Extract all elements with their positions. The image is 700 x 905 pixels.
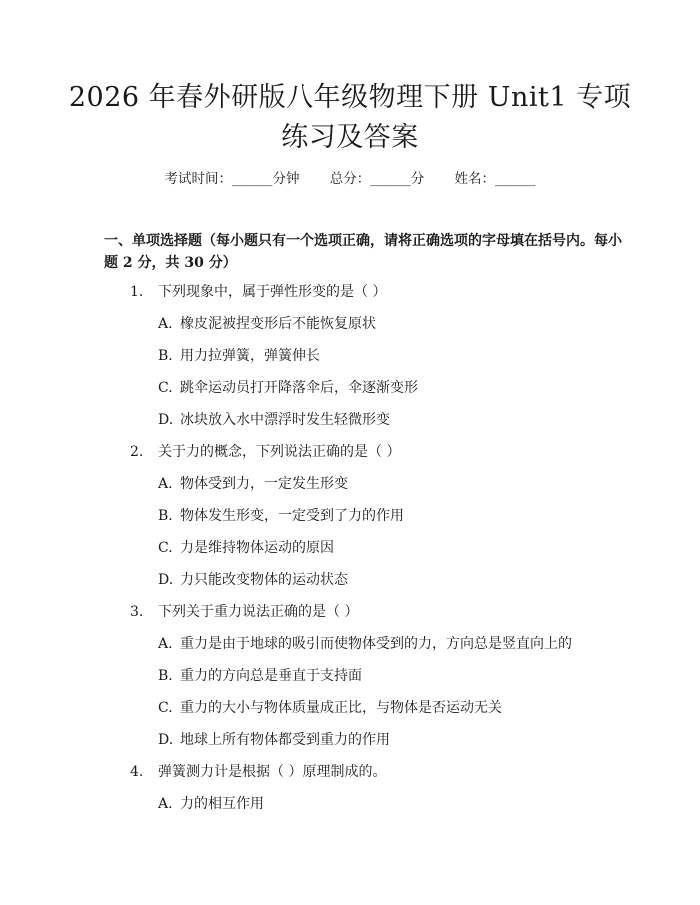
question-2 xyxy=(130,442,400,462)
option-letter: A. xyxy=(158,796,173,812)
question-3-option-b xyxy=(158,666,362,686)
question-3 xyxy=(130,602,358,622)
question-4-option-a xyxy=(158,794,264,814)
question-2-option-c xyxy=(158,538,334,558)
option-text: 冰块放入水中漂浮时发生轻微形变 xyxy=(180,412,390,428)
option-letter: C. xyxy=(158,380,173,396)
question-number: 1. xyxy=(130,284,144,300)
exam-time-field xyxy=(164,169,299,189)
question-1-option-c xyxy=(158,378,418,398)
option-text: 重力的大小与物体质量成正比，与物体是否运动无关 xyxy=(180,700,502,716)
question-2-option-b xyxy=(158,506,404,526)
total-score-blank: ______ xyxy=(370,171,411,187)
option-letter: C. xyxy=(158,540,173,556)
option-text: 重力的方向总是垂直于支持面 xyxy=(180,668,362,684)
question-1-option-a xyxy=(158,314,376,334)
page-title: 2026 年春外研版八年级物理下册 Unit1 专项练习及答案 xyxy=(68,82,632,153)
option-letter: A. xyxy=(158,476,173,492)
student-name-label: 姓名： xyxy=(454,171,496,187)
exam-info-line xyxy=(0,169,700,189)
option-letter: C. xyxy=(158,700,173,716)
question-2-option-a xyxy=(158,474,348,494)
option-text: 跳伞运动员打开降落伞后，伞逐渐变形 xyxy=(180,380,418,396)
question-text: 下列关于重力说法正确的是（ ） xyxy=(158,604,359,620)
option-text: 用力拉弹簧，弹簧伸长 xyxy=(180,348,320,364)
section-heading-single-choice: 一、单项选择题（每小题只有一个选项正确，请将正确选项的字母填在括号内。每小题 2 分，共 30 分） xyxy=(104,233,622,271)
student-name-blank: ______ xyxy=(495,171,536,187)
exam-time-unit: 分钟 xyxy=(272,171,300,187)
total-score-field xyxy=(330,169,425,189)
question-4 xyxy=(130,762,386,782)
option-text: 物体发生形变，一定受到了力的作用 xyxy=(180,508,404,524)
option-letter: D. xyxy=(158,732,174,748)
total-score-unit: 分 xyxy=(410,171,425,187)
question-1-option-d xyxy=(158,410,390,430)
question-number: 3. xyxy=(130,604,144,620)
question-3-option-d xyxy=(158,730,390,750)
option-text: 地球上所有物体都受到重力的作用 xyxy=(180,732,390,748)
question-1 xyxy=(130,282,386,302)
option-text: 力只能改变物体的运动状态 xyxy=(180,572,348,588)
exam-time-blank: ______ xyxy=(231,171,273,187)
option-text: 物体受到力，一定发生形变 xyxy=(180,476,348,492)
option-text: 橡皮泥被捏变形后不能恢复原状 xyxy=(180,316,376,332)
question-number: 2. xyxy=(130,444,144,460)
total-score-label: 总分： xyxy=(329,171,371,187)
option-letter: A. xyxy=(158,316,173,332)
option-letter: D. xyxy=(158,572,174,588)
option-text: 力是维持物体运动的原因 xyxy=(180,540,334,556)
question-1-option-b xyxy=(158,346,320,366)
option-letter: D. xyxy=(158,412,174,428)
question-number: 4. xyxy=(130,764,144,780)
question-text: 关于力的概念，下列说法正确的是（ ） xyxy=(158,444,401,460)
student-name-field xyxy=(455,169,536,189)
question-2-option-d xyxy=(158,570,348,590)
question-3-option-c xyxy=(158,698,502,718)
exam-time-label: 考试时间： xyxy=(164,171,232,187)
option-text: 力的相互作用 xyxy=(180,796,264,812)
question-3-option-a xyxy=(158,634,572,654)
option-letter: B. xyxy=(158,508,173,524)
option-letter: A. xyxy=(158,636,173,652)
option-letter: B. xyxy=(158,668,173,684)
question-text: 下列现象中，属于弹性形变的是（ ） xyxy=(158,284,387,300)
option-letter: B. xyxy=(158,348,173,364)
question-text: 弹簧测力计是根据（ ）原理制成的。 xyxy=(158,764,387,780)
option-text: 重力是由于地球的吸引而使物体受到的力，方向总是竖直向上的 xyxy=(180,636,572,652)
